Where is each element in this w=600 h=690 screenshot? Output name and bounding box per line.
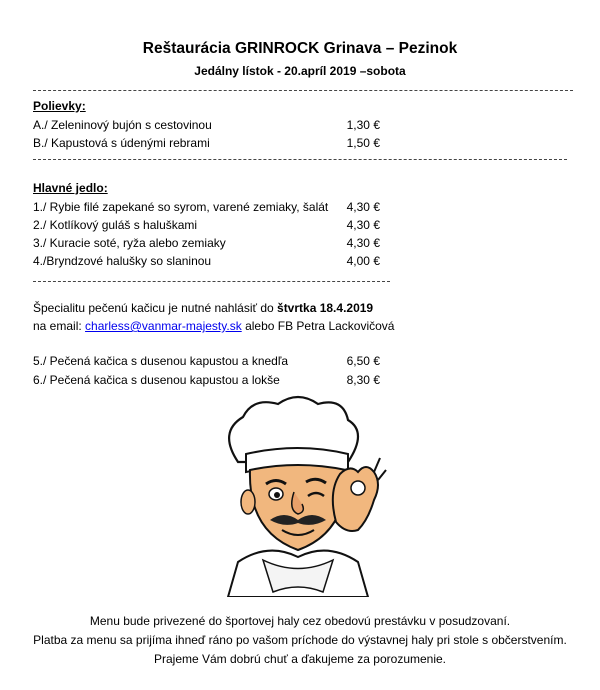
email-prefix: na email: [33, 319, 82, 333]
soup-item-a: A./ Zeleninový bujón s cestovinou [33, 118, 212, 132]
special-price-6: 8,30 € [346, 373, 380, 387]
chef-icon [208, 392, 388, 597]
main-price-2: 4,30 € [346, 218, 380, 232]
special-note-line1 [33, 301, 373, 316]
soup-price-a: 1,30 € [346, 118, 380, 132]
footer-line2: Platba za menu sa prijíma ihneď ráno po vašom príchode do výstavnej haly pri stole s občerstvením. [33, 633, 567, 647]
divider-top [33, 90, 573, 91]
email-suffix: alebo FB Petra Lackovičová [245, 319, 395, 333]
main-item-2: 2./ Kotlíkový guláš s haluškami [33, 218, 198, 232]
main-price-3: 4,30 € [346, 236, 380, 250]
special-item-5: 5./ Pečená kačica s dusenou kapustou a knedľa [33, 354, 289, 368]
special-item-6: 6./ Pečená kačica s dusenou kapustou a lokše [33, 373, 280, 387]
divider-soups [33, 159, 567, 160]
chef-illustration [208, 392, 388, 602]
main-price-4: 4,00 € [346, 254, 380, 268]
divider-mains [33, 281, 390, 282]
main-item-4: 4./Bryndzové halušky so slaninou [33, 254, 212, 268]
mains-heading: Hlavné jedlo: [33, 181, 108, 195]
page-subtitle: Jedálny lístok - 20.apríl 2019 –sobota [194, 64, 406, 78]
footer-line1: Menu bude privezené do športovej haly cez obedovú prestávku v posudzovaní. [89, 614, 511, 628]
email-link[interactable]: charless@vanmar-majesty.sk [85, 319, 242, 333]
main-item-3: 3./ Kuracie soté, ryža alebo zemiaky [33, 236, 226, 250]
special-note-prefix: Špecialitu pečenú kačicu je nutné nahlásiť do [33, 301, 274, 315]
soup-price-b: 1,50 € [346, 136, 380, 150]
special-note-line2 [33, 319, 394, 334]
page-title: Reštaurácia GRINROCK Grinava – Pezinok [142, 40, 458, 57]
soup-item-b: B./ Kapustová s údenými rebrami [33, 136, 210, 150]
main-price-1: 4,30 € [346, 200, 380, 214]
special-deadline: štvrtka 18.4.2019 [277, 301, 374, 315]
soups-heading: Polievky: [33, 99, 86, 113]
main-item-1: 1./ Rybie filé zapekané so syrom, varené zemiaky, šalát [33, 200, 329, 214]
special-price-5: 6,50 € [346, 354, 380, 368]
footer-line3: Prajeme Vám dobrú chuť a ďakujeme za porozumenie. [153, 652, 447, 666]
